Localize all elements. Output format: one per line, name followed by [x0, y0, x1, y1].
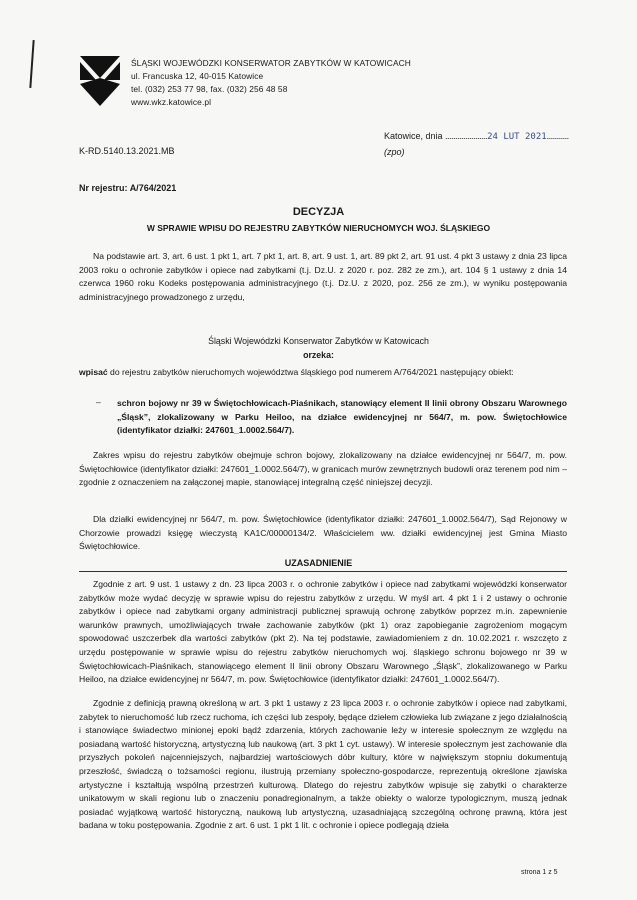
authority-name: Śląski Wojewódzki Konserwator Zabytków w Katowicach: [208, 336, 429, 346]
justification-paragraph-1: Zgodnie z art. 9 ust. 1 ustawy z dn. 23 lipca 2003 r. o ochronie zabytków i opiece nad zabytkami wojewódzki konserwator zabytków może wydać decyzję w sprawie wpisu do rejestru zabytków z urzędu. W myśl art. 4 pkt 1 i 2 ustawy o ochronie zabytków i opiece nad zabytkami organy administracji publicznej sprawują ochronę zabytków poprzez m.in. zapewnienie warunków prawnych, umożliwiających trwałe zachowanie zabytków (pkt 1) oraz zapobieganie zagrożeniom mogącym spowodować uszczerbek dla wartości zabytków (pkt 2). Na tej podstawie, zawiadomieniem z dn. 10.02.2021 r. wszczęto z urzędu postępowanie w sprawie wpisu do rejestru zabytków nieruchomych woj. śląskiego schronu bojowego nr 39 w Świętochłowicach-Piaśnikach, stanowiącego element II linii obrony Obszaru Warownego „Śląsk”, zlokalizowanego w Parku Heiloo, na działce ewidencyjnej nr 564/7, m. pow. Świętochłowice (identyfikator działki: 247601_1.0002.564/7).: [79, 579, 567, 685]
date-line: [384, 130, 569, 144]
document-subtitle: W SPRAWIE WPISU DO REJESTRU ZABYTKÓW NIERUCHOMYCH WOJ. ŚLĄSKIEGO: [146, 223, 491, 233]
org-website: www.wkz.katowice.pl: [131, 97, 212, 107]
org-phone: tel. (032) 253 77 98, fax. (032) 256 48 58: [131, 84, 288, 94]
date-prefix: Katowice, dnia: [384, 131, 446, 141]
decides-heading: orzeka:: [303, 350, 334, 360]
org-address: ul. Francuska 12, 40-015 Katowice: [131, 71, 264, 81]
register-number: A/764/2021: [129, 183, 177, 193]
land-register-paragraph: Dla działki ewidencyjnej nr 564/7, m. pow. Świętochłowice (identyfikator działki: 247601_1.0002.564/7), Sąd Rejonowy w Chorzowie prowadzi księgę wieczystą KA1C/00000134/2. Właścicielem ww. działki ewidencyjnej jest Gmina Miasto Świętochłowice.: [79, 514, 567, 552]
handwritten-date: 24 LUT 2021: [487, 132, 547, 142]
date-dots-after: ...........: [546, 131, 569, 141]
document-title: DECYZJA: [292, 206, 345, 218]
register-number-line: [79, 183, 176, 193]
decision-text: do rejestru zabytków nieruchomych województwa śląskiego pod numerem A/764/2021 następujący obiekt:: [107, 367, 514, 377]
justification-heading: UZASADNIENIE: [284, 558, 353, 568]
case-number: K-RD.5140.13.2021.MB: [79, 146, 175, 156]
page-number: strona 1 z 5: [521, 869, 558, 876]
org-name: ŚLĄSKI WOJEWÓDZKI KONSERWATOR ZABYTKÓW W KATOWICACH: [131, 58, 411, 68]
date-dots: .....................: [445, 131, 488, 141]
object-description: schron bojowy nr 39 w Świętochłowicach-Piaśnikach, stanowiący element II linii obrony Obszaru Warownego „Śląsk”, zlokalizowany w Parku Heiloo, na działce ewidencyjnej nr 564/7, m. pow. Świętochłowice (identyfikator działki: 247601_1.0002.564/7).: [117, 398, 567, 436]
emblem-logo: [80, 56, 120, 106]
scope-paragraph: Zakres wpisu do rejestru zabytków obejmuje schron bojowy, zlokalizowany na działce ewidencyjnej nr 564/7, m. pow. Świętochłowice (identyfikator działki: 247601_1.0002.564/7), w granicach murów zewnętrznych budowli oraz terenem pod nim – zgodnie z oznaczeniem na załączonej mapie, stanowiącej integralną część niniejszej decyzji.: [79, 450, 567, 488]
decision-verb: wpisać: [79, 367, 108, 377]
letterhead: [131, 57, 411, 109]
register-label: Nr rejestru:: [79, 183, 130, 193]
margin-pen-mark: [29, 40, 34, 88]
justification-paragraph-2: Zgodnie z definicją prawną określoną w art. 3 pkt 1 ustawy z 23 lipca 2003 r. o ochronie zabytków i opiece nad zabytkami, zabytek to nieruchomość lub rzecz ruchoma, ich części lub zespoły, będące dziełem człowieka lub związane z jego działalnością i stanowiące świadectwo minionej epoki bądź zdarzenia, których zachowanie leży w interesie społecznym ze względu na posiadaną wartość historyczną, artystyczną lub naukową (art. 3 pkt 1 cyt. ustawy). W interesie społecznym jest zachowanie dla przyszłych pokoleń najcenniejszych, najbardziej wartościowych dóbr kultury, które w największym stopniu dokumentują przeszłość, świadczą o tożsamości regionu, ilustrują przemiany społeczno-gospodarcze, reprezentują określone zjawiska artystyczne i kształtują wspólną przestrzeń kulturową. Dlatego do rejestru zabytków wpisuje się zabytki o charakterze unikatowym w skali regionu lub o znaczeniu ponadregionalnym, a także obiekty o walorze typologicznym, muszą jednak posiadać wyjątkową wartość historyczną, naukową lub artystyczną, uzasadniającą szczególną ochronę prawną, która jest badana w toku postępowania. Zgodnie z art. 6 ust. 1 pkt 1 lit. c ochronie i opiece podlegają dzieła: [79, 698, 568, 831]
object-dash: –: [96, 397, 101, 407]
date-note: (zpo): [384, 147, 405, 157]
legal-basis-paragraph: Na podstawie art. 3, art. 6 ust. 1 pkt 1, art. 7 pkt 1, art. 8, art. 9 ust. 1, art. 89 pkt 2, art. 91 ust. 4 pkt 3 ustawy z dnia 23 lipca 2003 roku o ochronie zabytków i opiece nad zabytkami (t.j. Dz.U. z 2020 r. poz. 282 ze zm.), art. 104 § 1 ustawy z dnia 14 czerwca 1960 roku Kodeks postępowania administracyjnego (t.j. Dz.U. z 2020, poz. 256 ze zm.), w wyniku postępowania administracyjnego prowadzonego z urzędu,: [79, 251, 567, 302]
heading-divider: [79, 571, 567, 572]
decision-paragraph: [79, 366, 567, 380]
